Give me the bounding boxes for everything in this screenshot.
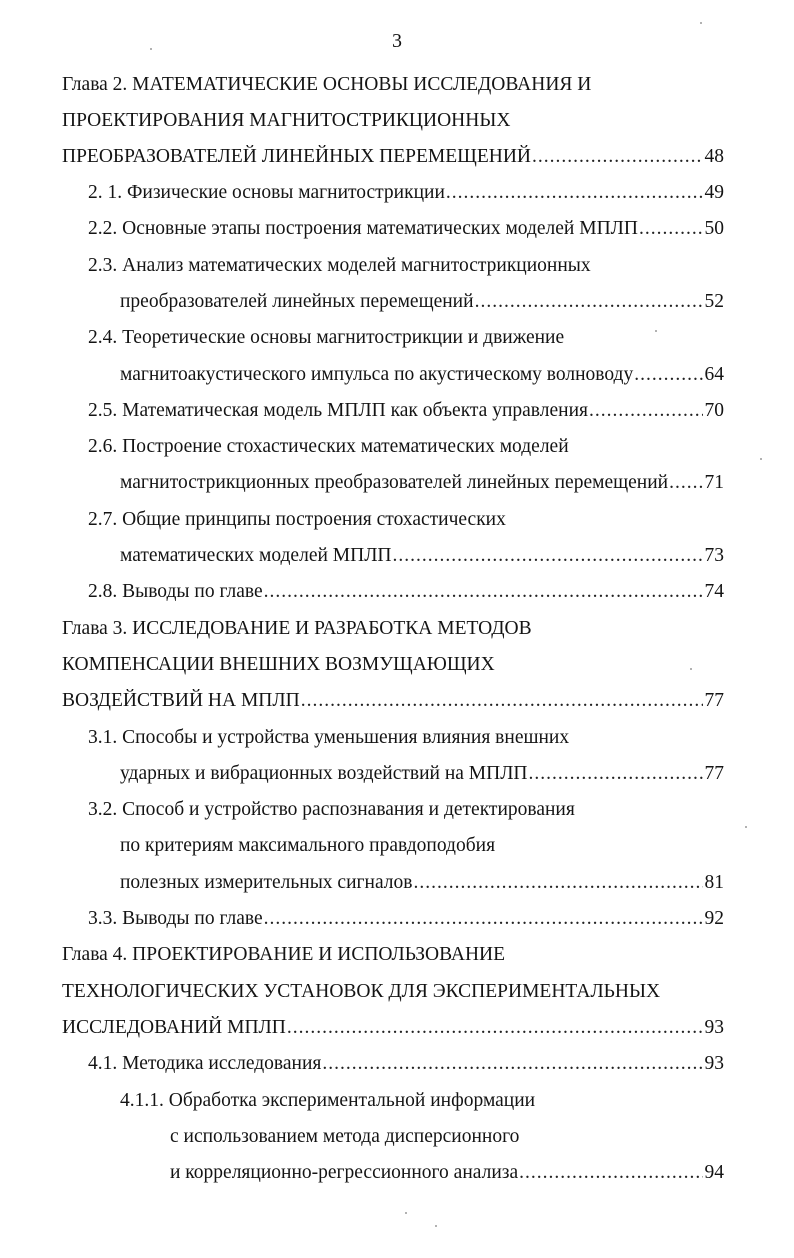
leader-dots [634,360,702,390]
toc-text: и корреляционно-регрессионного анализа [170,1162,519,1183]
scan-speck [405,1212,407,1214]
toc-text: 2. 1. Физические основы магнитострикции [88,182,445,203]
toc-text: по критериям максимального правдоподобия [120,835,496,856]
scan-speck [655,330,657,332]
scan-speck [690,668,692,670]
page-ref: 52 [704,291,724,312]
toc-text: 2.8. Выводы по главе [88,581,263,602]
scan-speck [435,1225,437,1227]
leader-dots [446,178,703,208]
section-2-6-line-1 [88,432,569,462]
toc-text: 2.2. Основные этапы построения математических моделей МПЛП [88,218,638,239]
page-ref: 70 [704,400,724,421]
toc-text: 3.2. Способ и устройство распознавания и детектирования [88,799,575,820]
section-2-6-entry[interactable] [120,468,724,498]
section-2-2-entry[interactable] [88,214,724,244]
chapter-4-title-line-2 [62,977,660,1007]
leader-dots [393,541,703,571]
toc-text: ПРОЕКТИРОВАНИЯ МАГНИТОСТРИКЦИОННЫХ [62,110,511,131]
toc-text: 3.1. Способы и устройства уменьшения влияния внешних [88,727,570,748]
chapter-3-entry[interactable] [62,686,724,716]
chapter-3-title-line-1 [62,614,532,644]
scan-speck [150,48,152,50]
toc-text: с использованием метода дисперсионного [170,1126,520,1147]
leader-dots [264,577,703,607]
page-number: 3 [392,30,402,52]
page-ref: 77 [704,690,724,711]
page-ref: 49 [704,182,724,203]
page-ref: 93 [704,1053,724,1074]
page-ref: 93 [704,1017,724,1038]
page-ref: 81 [704,872,724,893]
toc-text: 2.3. Анализ математических моделей магнитострикционных [88,255,591,276]
section-3-1-entry[interactable] [120,759,724,789]
leader-dots [529,759,703,789]
leader-dots [589,396,703,426]
scan-speck [760,458,762,460]
toc-text: Глава 2. МАТЕМАТИЧЕСКИЕ ОСНОВЫ ИССЛЕДОВАНИЯ И [62,74,592,95]
toc-text: 2.6. Построение стохастических математических моделей [88,436,569,457]
leader-dots [519,1158,702,1188]
toc-text: ВОЗДЕЙСТВИЙ НА МПЛП [62,690,300,711]
leader-dots [301,686,703,716]
toc-text: ИССЛЕДОВАНИЙ МПЛП [62,1017,286,1038]
leader-dots [475,287,703,317]
toc-text: магнитострикционных преобразователей линейных перемещений [120,472,669,493]
page-ref: 94 [704,1162,724,1183]
chapter-4-title-line-1 [62,940,505,970]
page-ref: 71 [704,472,724,493]
toc-text: Глава 4. ПРОЕКТИРОВАНИЕ И ИСПОЛЬЗОВАНИЕ [62,944,506,965]
toc-text: преобразователей линейных перемещений [120,291,474,312]
toc-text: 4.1. Методика исследования [88,1053,322,1074]
scan-speck [745,826,747,828]
section-2-3-entry[interactable] [120,287,724,317]
leader-dots [287,1013,703,1043]
toc-text: полезных измерительных сигналов [120,872,413,893]
section-4-1-1-line-1 [120,1086,535,1116]
page-ref: 73 [704,545,724,566]
section-2-3-line-1 [88,251,591,281]
section-2-7-entry[interactable] [120,541,724,571]
toc-text: 2.4. Теоретические основы магнитострикции и движение [88,327,565,348]
section-3-2-entry[interactable] [120,868,724,898]
page-ref: 64 [704,364,724,385]
chapter-2-title-line-1 [62,70,591,100]
section-3-1-line-1 [88,723,569,753]
page-ref: 74 [704,581,724,602]
toc-text: ТЕХНОЛОГИЧЕСКИХ УСТАНОВОК ДЛЯ ЭКСПЕРИМЕНТАЛЬНЫХ [62,981,661,1002]
section-3-3-entry[interactable] [88,904,724,934]
leader-dots [322,1049,702,1079]
section-4-1-1-entry[interactable] [170,1158,724,1188]
chapter-3-title-line-2 [62,650,495,680]
section-2-4-entry[interactable] [120,360,724,390]
section-4-1-entry[interactable] [88,1049,724,1079]
leader-dots [639,214,703,244]
toc-text: 2.7. Общие принципы построения стохастических [88,509,506,530]
section-2-4-line-1 [88,323,564,353]
chapter-2-entry[interactable] [62,142,724,172]
leader-dots [669,468,702,498]
toc-text: 2.5. Математическая модель МПЛП как объекта управления [88,400,588,421]
toc-text: Глава 3. ИССЛЕДОВАНИЕ И РАЗРАБОТКА МЕТОДОВ [62,618,532,639]
page-ref: 50 [704,218,724,239]
page-ref: 48 [704,146,724,167]
section-4-1-1-line-2 [170,1122,519,1152]
chapter-4-entry[interactable] [62,1013,724,1043]
toc-text: ударных и вибрационных воздействий на МПЛП [120,763,528,784]
toc-text: КОМПЕНСАЦИИ ВНЕШНИХ ВОЗМУЩАЮЩИХ [62,654,495,675]
toc-text: магнитоакустического импульса по акустическому волноводу [120,364,634,385]
page-ref: 92 [704,908,724,929]
scan-speck [700,22,702,24]
leader-dots [413,868,702,898]
section-2-5-entry[interactable] [88,396,724,426]
toc-text: математических моделей МПЛП [120,545,392,566]
toc-text: 4.1.1. Обработка экспериментальной информации [120,1090,536,1111]
section-2-8-entry[interactable] [88,577,724,607]
toc-text: 3.3. Выводы по главе [88,908,263,929]
toc-text: ПРЕОБРАЗОВАТЕЛЕЙ ЛИНЕЙНЫХ ПЕРЕМЕЩЕНИЙ [62,146,531,167]
leader-dots [532,142,703,172]
section-2-7-line-1 [88,505,506,535]
section-3-2-line-1 [88,795,575,825]
leader-dots [264,904,703,934]
chapter-2-title-line-2 [62,106,510,136]
section-3-2-line-2 [120,831,495,861]
section-2-1-entry[interactable] [88,178,724,208]
page-ref: 77 [704,763,724,784]
